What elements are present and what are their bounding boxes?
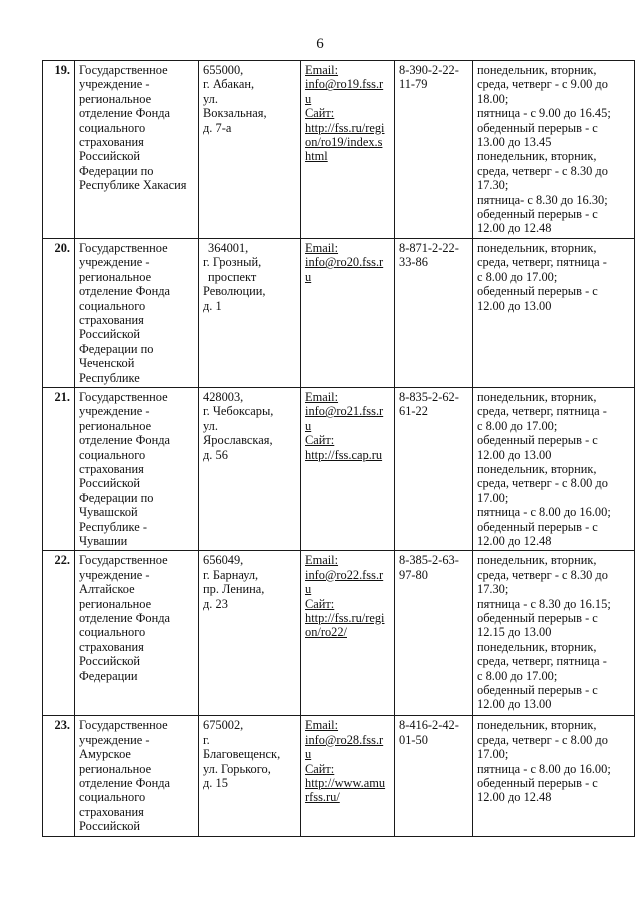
email-link[interactable]: info@ro22.fss.r: [305, 567, 384, 582]
site-link[interactable]: html: [305, 149, 328, 164]
organization-line: региональное: [79, 269, 152, 284]
site-link[interactable]: http://fss.cap.ru: [305, 447, 383, 462]
organization-line: Российской: [79, 654, 141, 669]
organization-line: региональное: [79, 418, 152, 433]
organization-line: Российской: [79, 476, 141, 491]
address-cell: [199, 238, 301, 387]
site-link[interactable]: http://fss.ru/regi: [305, 611, 385, 626]
address-line: пр. Ленина,: [203, 582, 265, 597]
site-link[interactable]: http://fss.ru/regi: [305, 120, 385, 135]
organization-line: отделение Фонда: [79, 284, 171, 299]
hours-cell: [473, 551, 635, 716]
hours-line: понедельник, вторник,: [477, 461, 597, 476]
organization-line: Федерации по: [79, 341, 154, 356]
hours-line: 17.30;: [477, 582, 509, 597]
phone-line: 8-871-2-22-: [399, 240, 459, 255]
organization-line: Федерации по: [79, 490, 154, 505]
email-link[interactable]: info@ro19.fss.r: [305, 77, 384, 92]
contacts-cell: [301, 61, 395, 239]
email-link[interactable]: info@ro28.fss.r: [305, 732, 384, 747]
site-label: Сайт:: [305, 596, 335, 611]
organization-line: учреждение -: [79, 732, 150, 747]
address-line: Революции,: [203, 284, 266, 299]
organization-line: Республике -: [79, 519, 147, 534]
organization-line: Федерации по: [79, 163, 154, 178]
organization-line: социального: [79, 298, 146, 313]
row-number: 23.: [43, 716, 75, 837]
organization-line: Государственное: [79, 389, 168, 404]
organization-line: региональное: [79, 596, 152, 611]
hours-line: 12.00 до 13.00: [477, 298, 552, 313]
offices-table: [42, 60, 635, 837]
organization-line: страхования: [79, 461, 144, 476]
organization-line: Российской: [79, 327, 141, 342]
email-link[interactable]: info@ro20.fss.r: [305, 255, 384, 270]
address-line: д. 7-а: [203, 120, 232, 135]
address-line: г. Абакан,: [203, 77, 255, 92]
site-link[interactable]: rfss.ru/: [305, 790, 340, 805]
hours-line: 17.30;: [477, 178, 509, 193]
phone-cell: [395, 61, 473, 239]
address-line: ул.: [203, 418, 218, 433]
address-cell: [199, 716, 301, 837]
hours-line: обеденный перерыв - с: [477, 776, 598, 791]
hours-line: понедельник, вторник,: [477, 639, 597, 654]
address-line: г. Грозный,: [203, 255, 262, 270]
row-number: 21.: [43, 387, 75, 550]
hours-line: 17.00;: [477, 490, 509, 505]
address-line: 656049,: [203, 553, 244, 568]
site-label: Сайт:: [305, 433, 335, 448]
organization-line: учреждение -: [79, 255, 150, 270]
organization-line: учреждение -: [79, 77, 150, 92]
email-link[interactable]: info@ro21.fss.r: [305, 404, 384, 419]
site-link[interactable]: http://www.amu: [305, 776, 386, 791]
contacts-cell: [301, 551, 395, 716]
hours-cell: [473, 61, 635, 239]
hours-line: обеденный перерыв - с: [477, 683, 598, 698]
hours-line: пятница - с 8.30 до 16.15;: [477, 596, 611, 611]
phone-line: 33-86: [399, 255, 428, 270]
hours-line: среда, четверг - с 8.00 до: [477, 476, 608, 491]
organization-line: Республике Хакасия: [79, 178, 187, 193]
hours-line: обеденный перерыв - с: [477, 120, 598, 135]
phone-line: 11-79: [399, 77, 428, 92]
hours-line: с 8.00 до 17.00;: [477, 668, 558, 683]
email-label: Email:: [305, 63, 339, 77]
hours-line: 12.00 до 12.48: [477, 790, 552, 805]
organization-line: страхования: [79, 804, 144, 819]
hours-line: пятница - с 8.00 до 16.00;: [477, 505, 611, 520]
row-number: 20.: [43, 238, 75, 387]
organization-line: Амурское: [79, 747, 131, 762]
hours-line: среда, четверг, пятница -: [477, 255, 607, 270]
site-label: Сайт:: [305, 106, 335, 121]
organization-line: страхования: [79, 312, 144, 327]
hours-line: понедельник, вторник,: [477, 149, 597, 164]
hours-line: среда, четверг - с 9.00 до: [477, 77, 608, 92]
address-line: проспект: [208, 269, 257, 284]
organization-line: социального: [79, 447, 146, 462]
phone-line: 8-835-2-62-: [399, 389, 459, 404]
organization-line: Государственное: [79, 63, 168, 77]
organization-line: Чувашской: [79, 505, 138, 520]
hours-line: понедельник, вторник,: [477, 63, 597, 77]
email-label: Email:: [305, 718, 339, 733]
phone-cell: [395, 716, 473, 837]
address-cell: [199, 387, 301, 550]
contacts-cell: [301, 387, 395, 550]
organization-line: региональное: [79, 91, 152, 106]
hours-line: понедельник, вторник,: [477, 240, 597, 255]
hours-line: пятница- с 8.30 до 16.30;: [477, 192, 608, 207]
address-line: д. 15: [203, 776, 228, 791]
address-line: г.: [203, 732, 210, 747]
phone-cell: [395, 551, 473, 716]
table-row: [43, 238, 635, 387]
contacts-cell: [301, 238, 395, 387]
address-cell: [199, 551, 301, 716]
hours-line: обеденный перерыв - с: [477, 433, 598, 448]
address-line: Благовещенск,: [203, 747, 281, 762]
phone-cell: [395, 387, 473, 550]
hours-line: понедельник, вторник,: [477, 389, 597, 404]
table-row: [43, 387, 635, 550]
phone-cell: [395, 238, 473, 387]
organization-line: Республике: [79, 370, 140, 385]
organization-line: отделение Фонда: [79, 433, 171, 448]
hours-line: среда, четверг, пятница -: [477, 654, 607, 669]
hours-line: 12.00 до 12.48: [477, 221, 552, 236]
organization-line: региональное: [79, 761, 152, 776]
address-line: г. Чебоксары,: [203, 404, 274, 419]
phone-line: 01-50: [399, 732, 428, 747]
organization-line: отделение Фонда: [79, 611, 171, 626]
organization-line: Государственное: [79, 240, 168, 255]
hours-cell: [473, 716, 635, 837]
organization-cell: [75, 238, 199, 387]
phone-line: 8-390-2-22-: [399, 63, 459, 77]
address-line: г. Барнаул,: [203, 567, 259, 582]
hours-cell: [473, 387, 635, 550]
organization-line: отделение Фонда: [79, 106, 171, 121]
organization-line: страхования: [79, 135, 144, 150]
phone-line: 97-80: [399, 567, 428, 582]
email-label: Email:: [305, 240, 339, 255]
organization-line: социального: [79, 625, 146, 640]
email-label: Email:: [305, 553, 339, 568]
table-row: [43, 716, 635, 837]
row-number: 22.: [43, 551, 75, 716]
hours-line: понедельник, вторник,: [477, 718, 597, 733]
address-line: 428003,: [203, 389, 244, 404]
hours-line: 18.00;: [477, 91, 509, 106]
hours-line: пятница - с 9.00 до 16.45;: [477, 106, 611, 121]
hours-line: 12.00 до 13.00: [477, 697, 552, 712]
hours-line: 12.00 до 12.48: [477, 534, 552, 548]
hours-line: пятница - с 8.00 до 16.00;: [477, 761, 611, 776]
page-number: 6: [316, 36, 324, 52]
hours-cell: [473, 238, 635, 387]
organization-line: Российской: [79, 149, 141, 164]
email-link[interactable]: u: [305, 747, 312, 762]
organization-line: Федерации: [79, 668, 138, 683]
email-link[interactable]: u: [305, 269, 312, 284]
contacts-cell: [301, 716, 395, 837]
address-line: д. 23: [203, 596, 228, 611]
hours-line: обеденный перерыв - с: [477, 284, 598, 299]
hours-line: 12.00 до 13.00: [477, 447, 552, 462]
address-line: д. 56: [203, 447, 228, 462]
table-row: [43, 551, 635, 716]
table-row: [43, 61, 635, 239]
site-link[interactable]: on/ro19/index.s: [305, 135, 383, 150]
organization-line: Чувашии: [79, 534, 128, 548]
address-line: 364001,: [208, 240, 249, 255]
organization-line: учреждение -: [79, 567, 150, 582]
email-link[interactable]: u: [305, 582, 312, 597]
hours-line: среда, четверг, пятница -: [477, 404, 607, 419]
site-link[interactable]: on/ro22/: [305, 625, 347, 640]
phone-line: 8-385-2-63-: [399, 553, 459, 568]
hours-line: среда, четверг - с 8.30 до: [477, 163, 608, 178]
organization-line: Алтайское: [79, 582, 135, 597]
hours-line: обеденный перерыв - с: [477, 519, 598, 534]
organization-line: Государственное: [79, 718, 168, 733]
organization-line: социального: [79, 790, 146, 805]
phone-line: 61-22: [399, 404, 428, 419]
email-link[interactable]: u: [305, 418, 312, 433]
address-line: 655000,: [203, 63, 244, 77]
hours-line: с 8.00 до 17.00;: [477, 269, 558, 284]
email-link[interactable]: u: [305, 91, 312, 106]
organization-line: Чеченской: [79, 356, 135, 371]
hours-line: понедельник, вторник,: [477, 553, 597, 568]
organization-line: социального: [79, 120, 146, 135]
site-label: Сайт:: [305, 761, 335, 776]
email-label: Email:: [305, 389, 339, 404]
organization-cell: [75, 387, 199, 550]
organization-cell: [75, 551, 199, 716]
organization-line: Российской: [79, 819, 141, 834]
phone-line: 8-416-2-42-: [399, 718, 459, 733]
address-line: ул.: [203, 91, 218, 106]
address-cell: [199, 61, 301, 239]
address-line: д. 1: [203, 298, 222, 313]
organization-line: страхования: [79, 639, 144, 654]
organization-line: отделение Фонда: [79, 776, 171, 791]
organization-cell: [75, 61, 199, 239]
hours-line: с 8.00 до 17.00;: [477, 418, 558, 433]
organization-cell: [75, 716, 199, 837]
address-line: Вокзальная,: [203, 106, 267, 121]
hours-line: среда, четверг - с 8.00 до: [477, 732, 608, 747]
organization-line: Государственное: [79, 553, 168, 568]
address-line: ул. Горького,: [203, 761, 271, 776]
hours-line: обеденный перерыв - с: [477, 611, 598, 626]
organization-line: учреждение -: [79, 404, 150, 419]
hours-line: 17.00;: [477, 747, 509, 762]
address-line: Ярославская,: [203, 433, 273, 448]
hours-line: среда, четверг - с 8.30 до: [477, 567, 608, 582]
hours-line: обеденный перерыв - с: [477, 207, 598, 222]
address-line: 675002,: [203, 718, 244, 733]
hours-line: 13.00 до 13.45: [477, 135, 552, 150]
row-number: 19.: [43, 61, 75, 239]
hours-line: 12.15 до 13.00: [477, 625, 552, 640]
